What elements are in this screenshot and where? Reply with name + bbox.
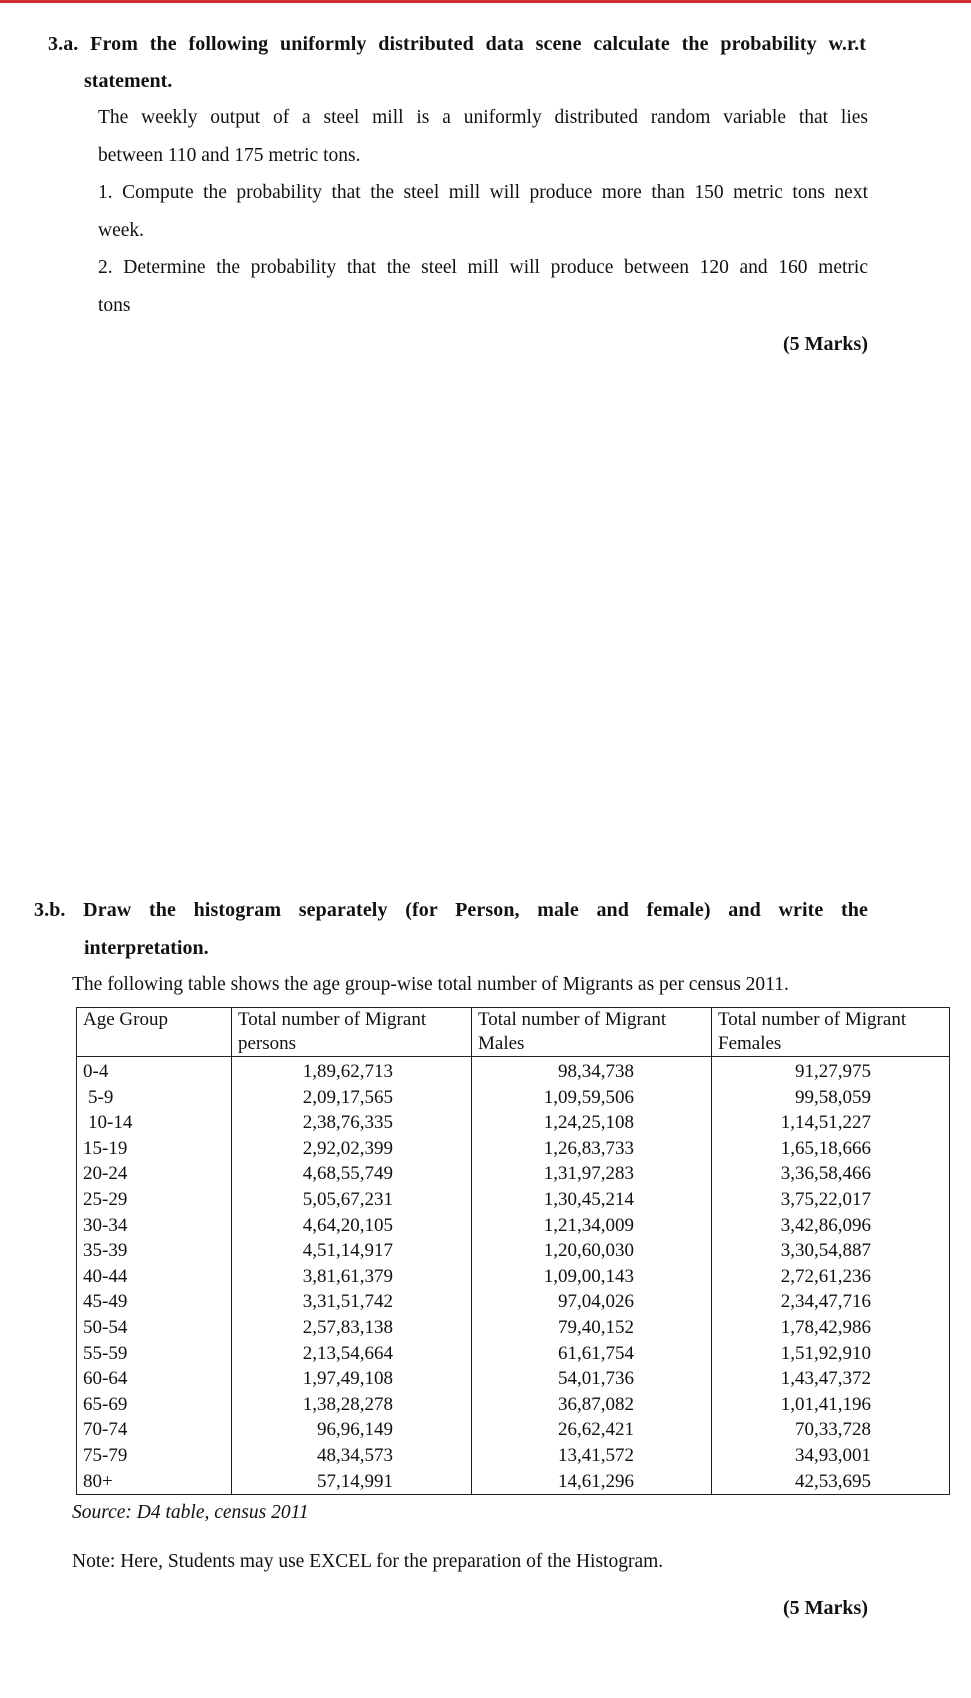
question-3a-paragraph: The weekly output of a steel mill is a uniformly distributed random variable that lies — [98, 107, 868, 128]
table-row: 75-79 48,34,573 13,41,572 34,93,001 — [77, 1443, 950, 1469]
table-row: 50-54 2,57,83,138 79,40,152 1,78,42,986 — [77, 1315, 950, 1341]
question-3a-item-2-cont: tons — [98, 295, 131, 316]
excel-note: Note: Here, Students may use EXCEL for the preparation of the Histogram. — [72, 1551, 664, 1572]
table-row: 25-29 5,05,67,231 1,30,45,214 3,75,22,017 — [77, 1187, 950, 1213]
question-3a-heading: 3.a. From the following uniformly distributed data scene calculate the probability w.r.t — [48, 33, 866, 55]
table-row: 65-69 1,38,28,278 36,87,082 1,01,41,196 — [77, 1392, 950, 1418]
table-row: 70-74 96,96,149 26,62,421 70,33,728 — [77, 1417, 950, 1443]
table-row: 35-39 4,51,14,917 1,20,60,030 3,30,54,887 — [77, 1238, 950, 1264]
table-source: Source: D4 table, census 2011 — [72, 1502, 309, 1523]
table-intro: The following table shows the age group-wise total number of Migrants as per census 2011. — [72, 974, 789, 995]
table-row: 15-19 2,92,02,399 1,26,83,733 1,65,18,666 — [77, 1136, 950, 1162]
table-row: 45-49 3,31,51,742 97,04,026 2,34,47,716 — [77, 1289, 950, 1315]
table-row: 60-64 1,97,49,108 54,01,736 1,43,47,372 — [77, 1366, 950, 1392]
header-persons: Total number of Migrant persons — [232, 1008, 472, 1057]
table-row: 80+ 57,14,991 14,61,296 42,53,695 — [77, 1469, 950, 1495]
table-row: 20-24 4,68,55,749 1,31,97,283 3,36,58,466 — [77, 1161, 950, 1187]
question-3a-marks: (5 Marks) — [783, 333, 868, 355]
header-age-group: Age Group — [77, 1008, 232, 1057]
table-row: 40-44 3,81,61,379 1,09,00,143 2,72,61,236 — [77, 1264, 950, 1290]
migrants-table — [76, 1007, 950, 1495]
table-row: 5-9 2,09,17,565 1,09,59,506 99,58,059 — [77, 1085, 950, 1111]
table-row: 10-14 2,38,76,335 1,24,25,108 1,14,51,227 — [77, 1110, 950, 1136]
table-header-row — [77, 1008, 950, 1057]
table-row: 0-4 1,89,62,713 98,34,738 91,27,975 — [77, 1057, 950, 1085]
question-3a-item-1: 1. Compute the probability that the steel mill will produce more than 150 metric tons next — [98, 182, 868, 203]
question-3b-heading-cont: interpretation. — [84, 937, 209, 959]
top-red-border — [0, 0, 971, 3]
question-3a-item-1-cont: week. — [98, 220, 145, 241]
question-3a-paragraph-cont: between 110 and 175 metric tons. — [98, 145, 361, 166]
question-3a-item-2: 2. Determine the probability that the steel mill will produce between 120 and 160 metric — [98, 257, 868, 278]
header-males: Total number of Migrant Males — [472, 1008, 712, 1057]
question-3b-heading: 3.b. Draw the histogram separately (for Person, male and female) and write the — [34, 899, 868, 921]
question-3b-marks: (5 Marks) — [783, 1597, 868, 1619]
table-row: 30-34 4,64,20,105 1,21,34,009 3,42,86,096 — [77, 1213, 950, 1239]
header-females: Total number of Migrant Females — [712, 1008, 950, 1057]
table-row: 55-59 2,13,54,664 61,61,754 1,51,92,910 — [77, 1341, 950, 1367]
question-3a-heading-cont: statement. — [84, 70, 173, 92]
